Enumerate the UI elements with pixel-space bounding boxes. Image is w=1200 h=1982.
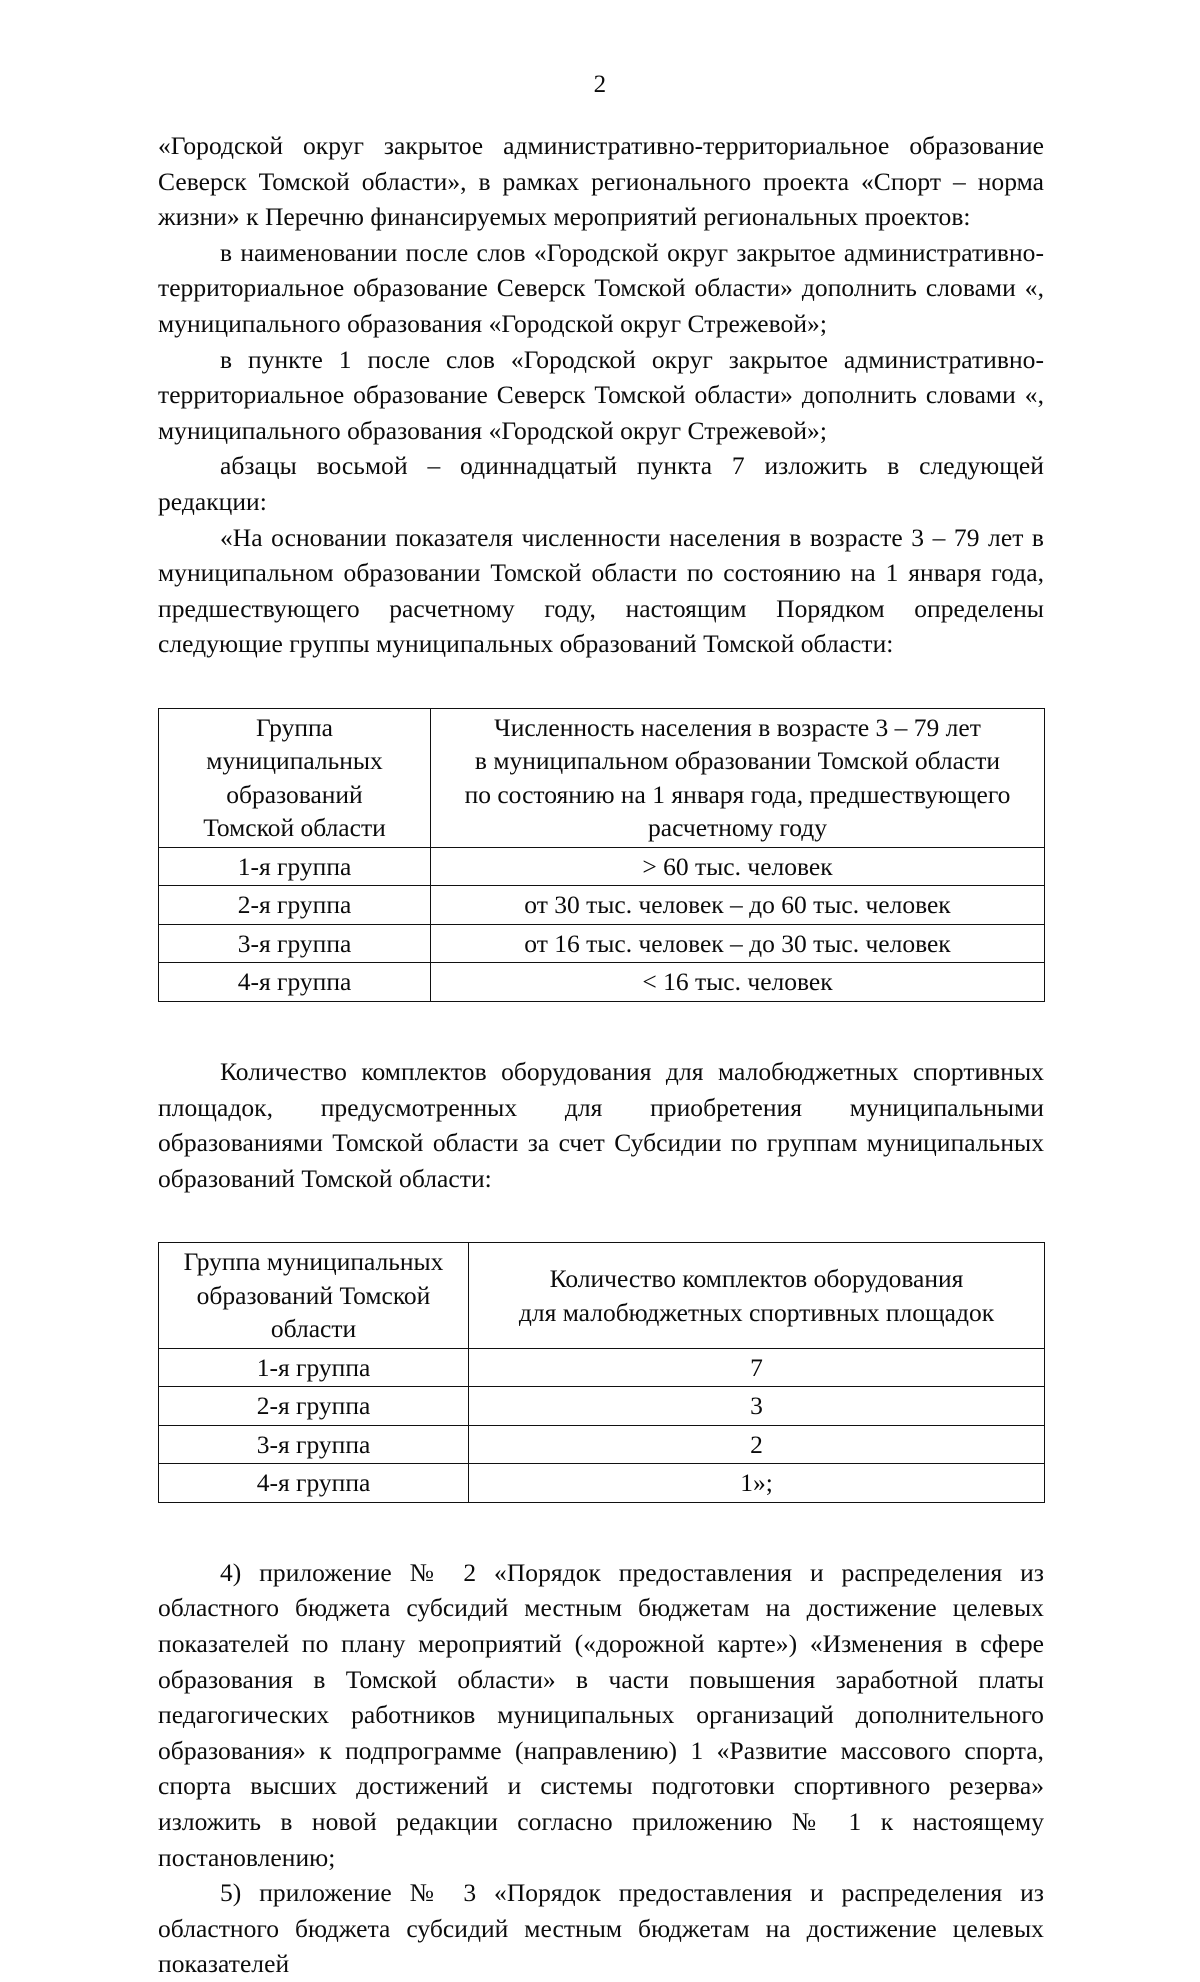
cell-group: 4-я группа: [159, 1464, 469, 1503]
spacer-after-table-population: [158, 1002, 1044, 1054]
cell-value: > 60 тыс. человек: [431, 847, 1045, 886]
cell-value: 2: [469, 1425, 1045, 1464]
cell-value: 7: [469, 1348, 1045, 1387]
cell-group: 1-я группа: [159, 847, 431, 886]
header-line: по состоянию на 1 января года, предшествующего: [464, 779, 1011, 809]
header-line: области: [270, 1314, 357, 1344]
table-header-cell-group: [159, 1243, 469, 1349]
cell-group: 3-я группа: [159, 924, 431, 963]
table-equipment-wrapper: [158, 1242, 1044, 1503]
table-row: [159, 847, 1045, 886]
table-population-groups: [158, 708, 1045, 1002]
header-line: расчетному году: [648, 813, 827, 843]
paragraph-continued-quote: «Городской округ закрытое административно-территориальное образование Северск Томской области», в рамках регионального проекта «Спорт – норма жизни» к Перечню финансируемых мероприятий региональных проектов:: [158, 131, 1044, 232]
header-line: Группа муниципальных: [183, 1247, 444, 1277]
cell-group: 2-я группа: [159, 886, 431, 925]
spacer-before-table-equipment: [158, 1196, 1044, 1242]
table-header-cell-population: [431, 708, 1045, 847]
cell-group: 2-я группа: [159, 1387, 469, 1426]
paragraph-item-4-appendix-2: 4) приложение № 2 «Порядок предоставления и распределения из областного бюджета субсидий местным бюджетам на достижение целевых показателей по плану мероприятий («дорожной карте») «Изменения в сфере образования в Томской области» в части повышения заработной платы педагогических работников муниципальных организаций дополнительного образования» к подпрограмме (направлению) 1 «Развитие массового спорта, спорта высших достижений и системы подготовки спортивного резерва» изложить в новой редакции согласно приложению № 1 к настоящему постановлению;: [158, 1557, 1044, 1872]
header-line: муниципальных: [206, 746, 383, 776]
page-number: 2: [593, 71, 607, 98]
table-population-wrapper: [158, 708, 1044, 1002]
spacer-after-table-equipment: [158, 1503, 1044, 1555]
paragraph-equipment-sets: Количество комплектов оборудования для малобюджетных спортивных площадок, предусмотренных для приобретения муниципальными образованиями Томской области за счет Субсидии по группам муниципальных образований Томской области:: [158, 1056, 1044, 1193]
table-row: [159, 1425, 1045, 1464]
header-line: Томской области: [203, 813, 386, 843]
cell-value: 1»;: [469, 1464, 1045, 1503]
table-row: [159, 886, 1045, 925]
paragraph-amend-item-1: в пункте 1 после слов «Городской округ закрытое административно-территориальное образование Северск Томской области» дополнить словами «, муниципального образования «Городской округ Стрежевой»;: [158, 344, 1044, 445]
table-row: [159, 963, 1045, 1002]
paragraph-amend-title: в наименовании после слов «Городской округ закрытое административно-территориальное образование Северск Томской области» дополнить словами «, муниципального образования «Городской округ Стрежевой»;: [158, 237, 1044, 338]
page-content: [158, 128, 1044, 1982]
cell-group: 3-я группа: [159, 1425, 469, 1464]
header-line: образований: [226, 779, 363, 809]
header-line: образований Томской: [196, 1280, 431, 1310]
table-header-cell-group: [159, 708, 431, 847]
cell-value: от 16 тыс. человек – до 30 тыс. человек: [431, 924, 1045, 963]
table-header-row: [159, 708, 1045, 847]
table-header-cell-equipment: [469, 1243, 1045, 1349]
header-line: Количество комплектов оборудования: [549, 1264, 964, 1294]
cell-group: 4-я группа: [159, 963, 431, 1002]
table-row: [159, 1387, 1045, 1426]
spacer-before-table-population: [158, 662, 1044, 708]
header-line: Численность населения в возрасте 3 – 79 лет: [494, 712, 981, 742]
cell-value: < 16 тыс. человек: [431, 963, 1045, 1002]
paragraph-item-5-appendix-3: 5) приложение № 3 «Порядок предоставления и распределения из областного бюджета субсидий местным бюджетам на достижение целевых показателей: [158, 1878, 1044, 1979]
cell-value: 3: [469, 1387, 1045, 1426]
cell-value: от 30 тыс. человек – до 60 тыс. человек: [431, 886, 1045, 925]
header-line: для малобюджетных спортивных площадок: [518, 1297, 995, 1327]
paragraph-amend-paragraphs-8-11: абзацы восьмой – одиннадцатый пункта 7 изложить в следующей редакции:: [158, 451, 1044, 516]
table-row: [159, 1464, 1045, 1503]
table-header-row: [159, 1243, 1045, 1349]
paragraph-population-basis: «На основании показателя численности населения в возрасте 3 – 79 лет в муниципальном образовании Томской области по состоянию на 1 января года, предшествующего расчетному году, настоящим Порядком определены следующие группы муниципальных образований Томской области:: [158, 522, 1044, 659]
cell-group: 1-я группа: [159, 1348, 469, 1387]
table-equipment-sets: [158, 1242, 1045, 1503]
header-line: Группа: [256, 712, 333, 742]
table-row: [159, 924, 1045, 963]
header-line: в муниципальном образовании Томской области: [474, 746, 1001, 776]
table-row: [159, 1348, 1045, 1387]
